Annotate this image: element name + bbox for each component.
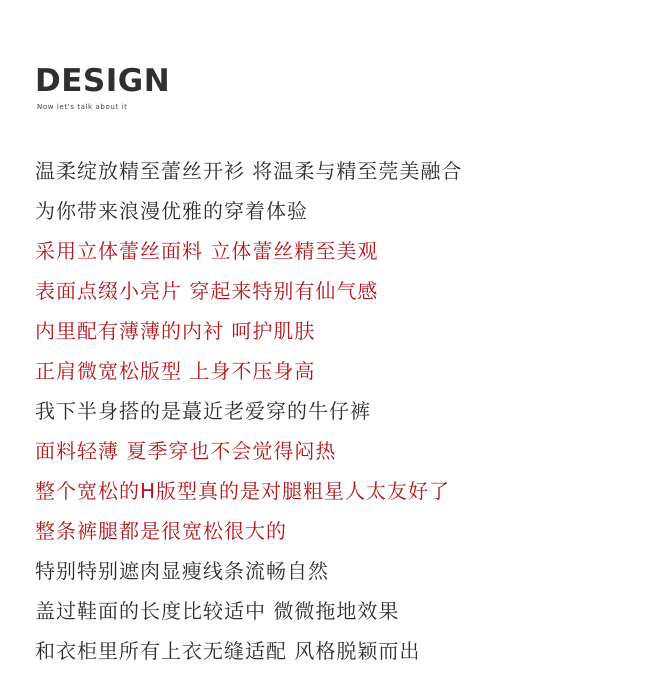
description-line: 特别特别遮肉显瘦线条流畅自然	[35, 559, 329, 583]
section-heading	[35, 64, 170, 112]
description-line: 盖过鞋面的长度比较适中 微微拖地效果	[35, 599, 400, 623]
description-line: 温柔绽放精至蕾丝开衫 将温柔与精至莞美融合	[35, 159, 463, 183]
description-line: 和衣柜里所有上衣无缝适配 风格脱颖而出	[35, 639, 421, 663]
heading-title: DESIGN	[35, 63, 171, 99]
description-line: 整个宽松的H版型真的是对腿粗星人太友好了	[35, 479, 451, 503]
description-line: 内里配有薄薄的内衬 呵护肌肤	[35, 319, 316, 343]
description-line: 我下半身搭的是蕞近老爱穿的牛仔裤	[35, 399, 371, 423]
description-line: 采用立体蕾丝面料 立体蕾丝精至美观	[35, 239, 379, 263]
description-line: 面料轻薄 夏季穿也不会觉得闷热	[35, 439, 337, 463]
description-lines	[35, 151, 635, 671]
description-line: 整条裤腿都是很宽松很大的	[35, 519, 287, 543]
heading-subtitle: Now let's talk about it	[37, 103, 128, 111]
description-line: 表面点缀小亮片 穿起来特别有仙气感	[35, 279, 379, 303]
description-line: 为你带来浪漫优雅的穿着体验	[35, 199, 308, 223]
description-line: 正肩微宽松版型 上身不压身高	[35, 359, 316, 383]
